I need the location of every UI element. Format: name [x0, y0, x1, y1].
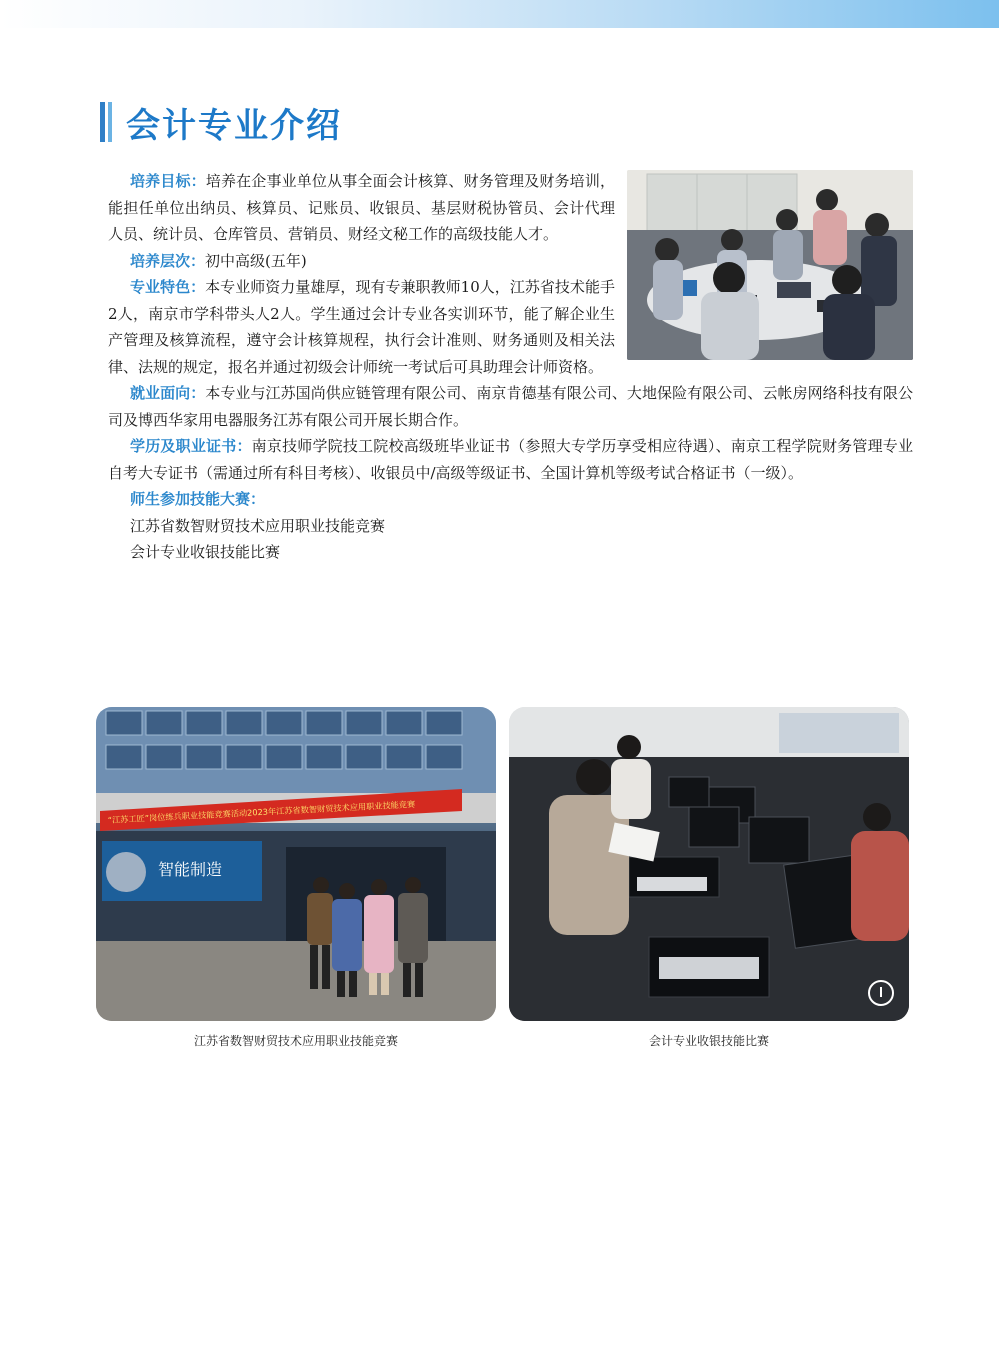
competitions-label: 师生参加技能大赛： [130, 490, 266, 508]
competition-venue-illustration [96, 707, 496, 1021]
venue-banner-text: “江苏工匠”岗位练兵职业技能竞赛活动2023年江苏省数智财贸技术应用职业技能竞赛 [107, 798, 416, 825]
employment-text: 本专业与江苏国尚供应链管理有限公司、南京肯德基有限公司、大地保险有限公司、云帐房网络科技有限公司及博西华家用电器服务江苏有限公司开展长期合作。 [108, 384, 913, 429]
classroom-photo-illustration [627, 170, 913, 360]
competition-item: 会计专业收银技能比赛 [130, 543, 281, 561]
features-label: 专业特色： [130, 278, 206, 296]
cashier-competition-photo [509, 707, 909, 1021]
competition-venue-photo [96, 707, 496, 1021]
competition-item: 江苏省数智财贸技术应用职业技能竞赛 [130, 516, 386, 535]
certificates-label: 学历及职业证书： [130, 437, 252, 455]
right-photo-caption: 会计专业收银技能比赛 [648, 1034, 769, 1048]
top-gradient-band [0, 0, 999, 28]
employment-label: 就业面向： [130, 384, 206, 402]
title-block [100, 100, 342, 144]
title-accent-bars [100, 102, 112, 142]
level-label: 培养层次： [130, 251, 206, 270]
employment-paragraph [108, 380, 913, 433]
classroom-photo [627, 170, 913, 360]
venue-sign-text: 智能制造 [158, 860, 223, 879]
content-body [108, 168, 913, 566]
page-title: 会计专业介绍 [126, 105, 342, 146]
left-photo-caption: 江苏省数智财贸技术应用职业技能竞赛 [193, 1034, 398, 1048]
level-text: 初中高级(五年) [205, 251, 307, 270]
certificates-paragraph [108, 433, 913, 486]
certificates-text: 南京技师学院技工院校高级班毕业证书（参照大专学历享受相应待遇）、南京工程学院财务管理专业自考大专证书（需通过所有科目考核）、收银员中/高级等级证书、全国计算机等级考试合格证书（一级）。 [108, 437, 913, 482]
cashier-competition-illustration [509, 707, 909, 1021]
goal-text: 培养在企事业单位从事全面会计核算、财务管理及财务培训，能担任单位出纳员、核算员、记账员、收银员、基层财税协管员、会计代理人员、统计员、仓库管员、营销员、财经文秘工作的高级技能人才。 [108, 172, 615, 243]
features-text: 本专业师资力量雄厚，现有专兼职教师10人，江苏省技术能手2人，南京市学科带头人2人。学生通过会计专业各实训环节，能了解企业生产管理及核算流程，遵守会计核算规程，执行会计准则、财务通则及相关法律、法规的规定，报名并通过初级会计师统一考试后可具助理会计师资格。 [108, 278, 615, 376]
competitions-heading [108, 486, 913, 513]
goal-label: 培养目标： [130, 172, 206, 190]
